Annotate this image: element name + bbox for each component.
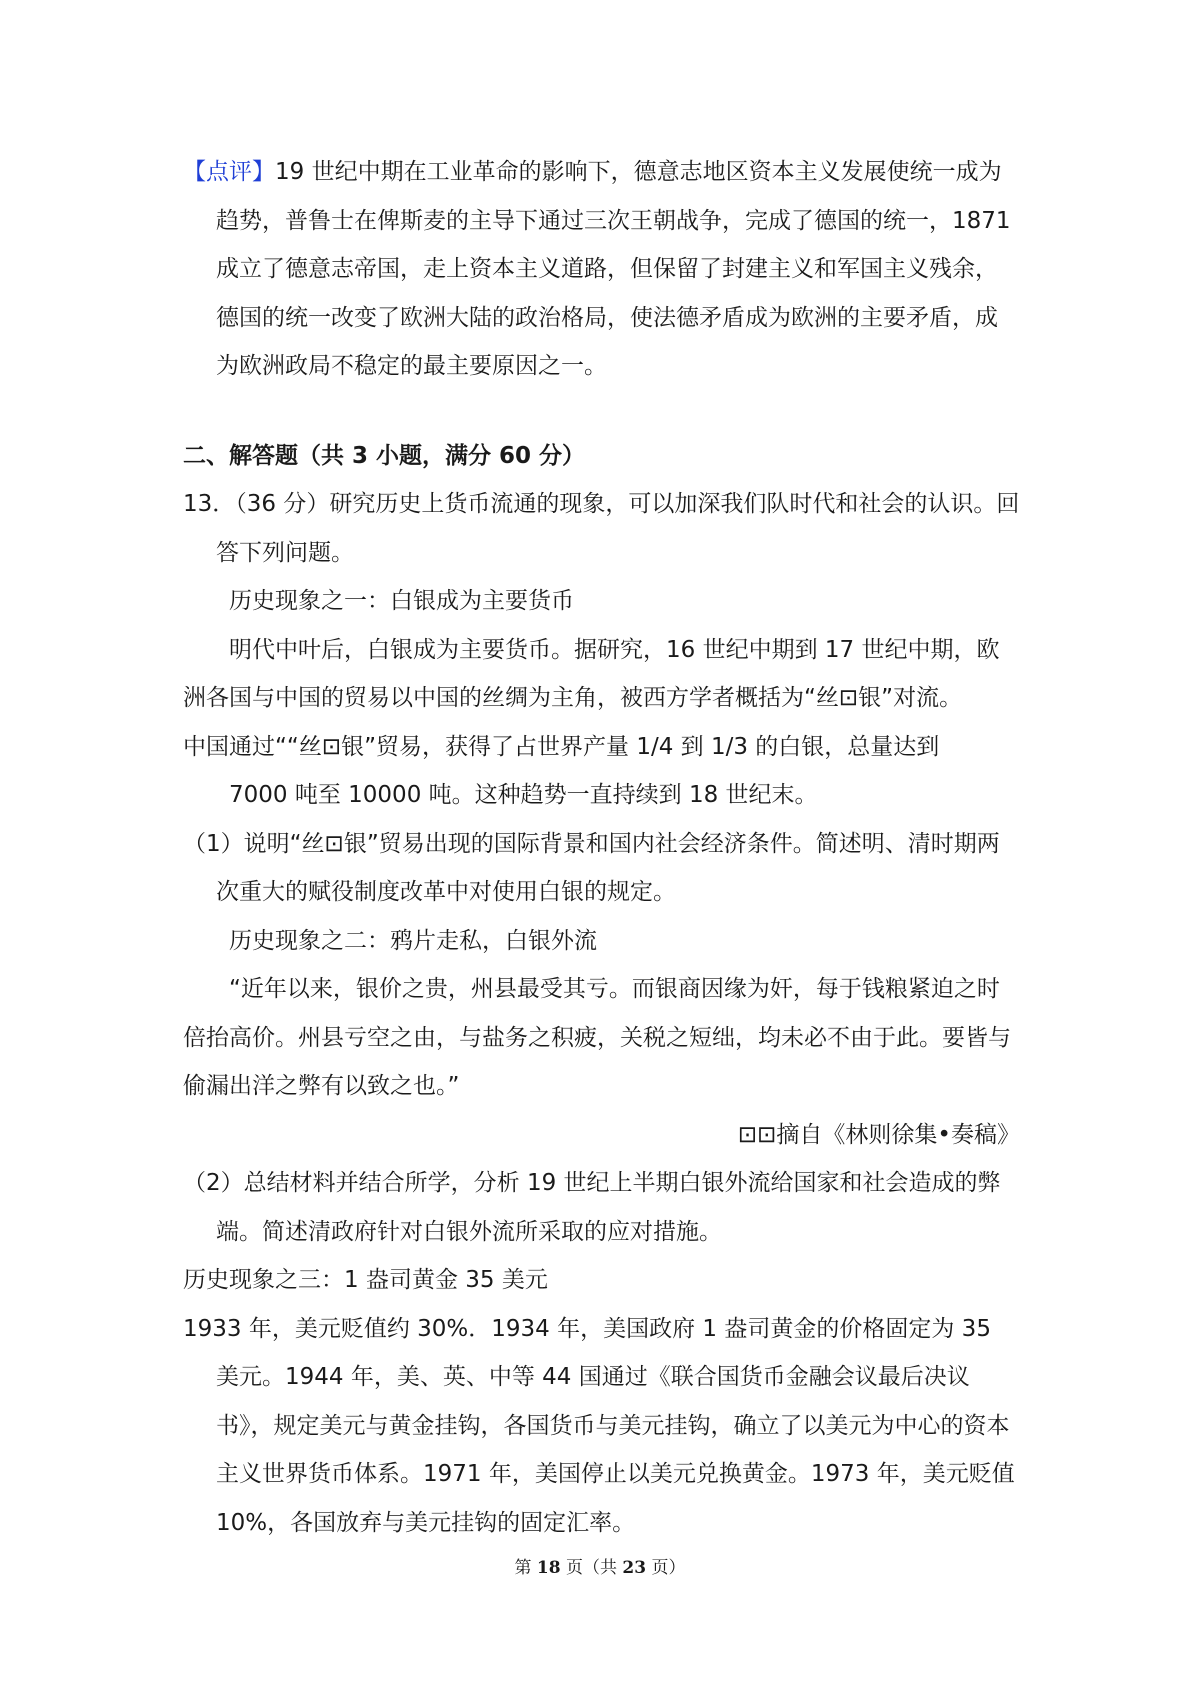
footer-suffix: 页） [651, 1558, 686, 1578]
phenomenon-2-quote: “近年以来，银价之贵，州县最受其亏。而银商因缘为奸，每于钱粮紧迫之时倍抬高价。州县亏空之由，与盐务之积疲，关税之短绌，均未必不由于此。要皆与偷漏出洋之弊有以致之也。” [183, 976, 1011, 1099]
phenomenon-1-text-3: 7000 吨至 10000 吨。这种趋势一直持续到 18 世纪末。 [229, 782, 818, 808]
review-text: 19 世纪中期在工业革命的影响下，德意志地区资本主义发展使统一成为趋势，普鲁士在俾斯麦的主导下通过三次王朝战争，完成了德国的统一，1871 成立了德意志帝国，走上资本主义道路，但保留了封建主义和军国主义残余，德国的统一改变了欧洲大陆的政治格局，使法德矛盾成为欧洲的主要矛盾，成为欧洲政局不稳定的最主要原因之一。 [216, 159, 1011, 379]
phenomenon-1-text: 明代中叶后，白银成为主要货币。据研究，16 世纪中期到 17 世纪中期，欧洲各国与中国的贸易以中国的丝绸为主角，被西方学者概括为“丝⊡银”对流。 [183, 636, 1000, 711]
page-content [183, 148, 1020, 1547]
spacer [183, 391, 1020, 432]
question-intro: 13．（36 分）研究历史上货币流通的现象，可以加深我们队时代和社会的认识。回答下列问题。 [183, 491, 1020, 566]
phenomenon-2-title: 历史现象之二：鸦片走私，白银外流 [229, 927, 597, 954]
quote-source: ⊡⊡摘自《林则徐集•奏稿》 [737, 1121, 1020, 1148]
phenomenon-1-text-2: 中国通过““丝⊡银”贸易，获得了占世界产量 1/4 到 1/3 的白银，总量达到 [183, 733, 940, 760]
review-paragraph [183, 148, 1020, 391]
sub-question-2: （2）总结材料并结合所学，分析 19 世纪上半期白银外流给国家和社会造成的弊端。简述清政府针对白银外流所采取的应对措施。 [183, 1170, 1001, 1245]
phenomenon-3-title: 历史现象之三：1 盎司黄金 35 美元 [183, 1267, 548, 1293]
review-tag: 【点评】 [183, 159, 275, 185]
section-heading: 二、解答题（共 3 小题，满分 60 分） [183, 442, 586, 469]
page-footer [0, 1553, 1200, 1578]
phenomenon-3-text: 1933 年，美元贬值约 30%．1934 年，美国政府 1 盎司黄金的价格固定为 35 美元。1944 年，美、英、中等 44 国通过《联合国货币金融会议最后决议书》，规定美元与黄金挂钩，各国货币与美元挂钩，确立了以美元为中心的资本主义世界货币体系。1971 年，美国停止以美元兑换黄金。1973 年，美元贬值 10%，各国放弃与美元挂钩的固定汇率。 [183, 1315, 1015, 1536]
phenomenon-1-title: 历史现象之一：白银成为主要货币 [229, 588, 574, 614]
footer-mid: 页（共 [566, 1558, 617, 1578]
sub-question-1: （1）说明“丝⊡银”贸易出现的国际背景和国内社会经济条件。简述明、清时期两次重大的赋役制度改革中对使用白银的规定。 [183, 830, 1000, 905]
footer-prefix: 第 [514, 1558, 532, 1578]
footer-current-page: 18 [536, 1558, 561, 1578]
footer-total-pages: 23 [622, 1558, 647, 1578]
